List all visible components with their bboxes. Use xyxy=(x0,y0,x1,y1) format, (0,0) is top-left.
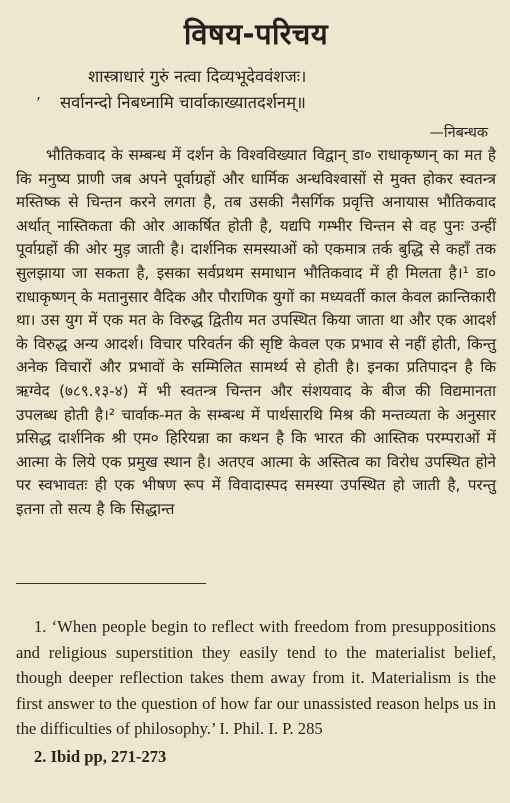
verse-mark: ’ xyxy=(36,94,41,112)
footnote-1-text: 1. ‘When people begin to reflect with freedom from presuppositions and religious superstition they easily tend to the materialist belief, though deeper reflection takes them away from it. Materialism is the first answer to the question of how far our unassisted reason helps us in the difficulties of philosophy.’ I. Phil. I. P. 285 xyxy=(16,617,496,738)
verse-line-1: शास्त्राधारं गुरुं नत्वा दिव्यभूदेववंशजः। xyxy=(88,67,307,86)
verse-line-2-container xyxy=(16,90,496,116)
body-paragraph: भौतिकवाद के सम्बन्ध में दर्शन के विश्वविख्यात विद्वान् डा० राधाकृष्णन् का मत है कि मनुष्य प्राणी जब अपने पूर्वाग्रहों और धार्मिक अन्धविश्वासों से मुक्त होकर स्वतन्त्र मस्तिष्क से चिन्तन करने लगता है, तब उसकी नैसर्गिक प्रवृत्ति अनायास भौतिकवाद अर्थात् नास्तिकता की ओर आकर्षित होती है, यद्यपि गम्भीर चिन्तन से वह पुनः उन्हीं पूर्वाग्रहों की ओर मुड़ जाती है। दार्शनिक समस्याओं को एकमात्र तर्क बुद्धि से कहाँ तक सुलझाया जा सकता है, इसका सर्वप्रथम समाधान भौतिकवाद में ही मिलता है।¹ डा० राधाकृष्णन् के मतानुसार वैदिक और पौराणिक युगों का मध्यवर्ती काल केवल क्रान्तिकारी था। उस युग में एक मत के विरुद्ध द्वितीय मत उपस्थित किया जाता था और एक आदर्श के विरुद्ध अन्य आदर्श। विचार परिवर्तन की सृष्टि केवल एक प्रभाव से नहीं होती, किन्तु अनेक विचारों और प्रभावों के सम्मिलित सामर्थ्य से होती है। इनका प्रतिपादन है कि ऋग्वेद (७८९.१३-४) में भी स्वतन्त्र चिन्तन और संशयवाद के बीज की विद्यमानता उपलब्ध होती है।² चार्वाक-मत के सम्बन्ध में पार्थसारथि मिश्र की मन्तव्यता के अनुसार प्रसिद्ध दार्शनिक श्री एम० हिरियन्ना का कथन है कि भारत की आस्तिक परम्पराओं में आत्मा के लिये एक प्रमुख स्थान है। अतएव आत्मा के अस्तित्व का विरोध उपस्थित होने पर स्वभावतः ही एक भीषण रूप में विवादास्पद समस्या उपस्थित हो जाती है, परन्तु इतना तो सत्य है कि सिद्धान्त xyxy=(16,146,496,518)
footnotes xyxy=(16,614,496,769)
verse-line-2: सर्वानन्दो निबध्नामि चार्वाकाख्यातदर्शनम्॥ xyxy=(60,93,306,112)
verse-attribution: —निबन्धक xyxy=(429,125,488,141)
footnote-divider xyxy=(16,583,206,584)
invocation-verse xyxy=(16,64,496,116)
page-title: विषय-परिचय xyxy=(183,17,329,51)
footnote-2: 2. Ibid pp, 271-273 xyxy=(34,746,167,766)
footnote-1 xyxy=(16,614,496,742)
